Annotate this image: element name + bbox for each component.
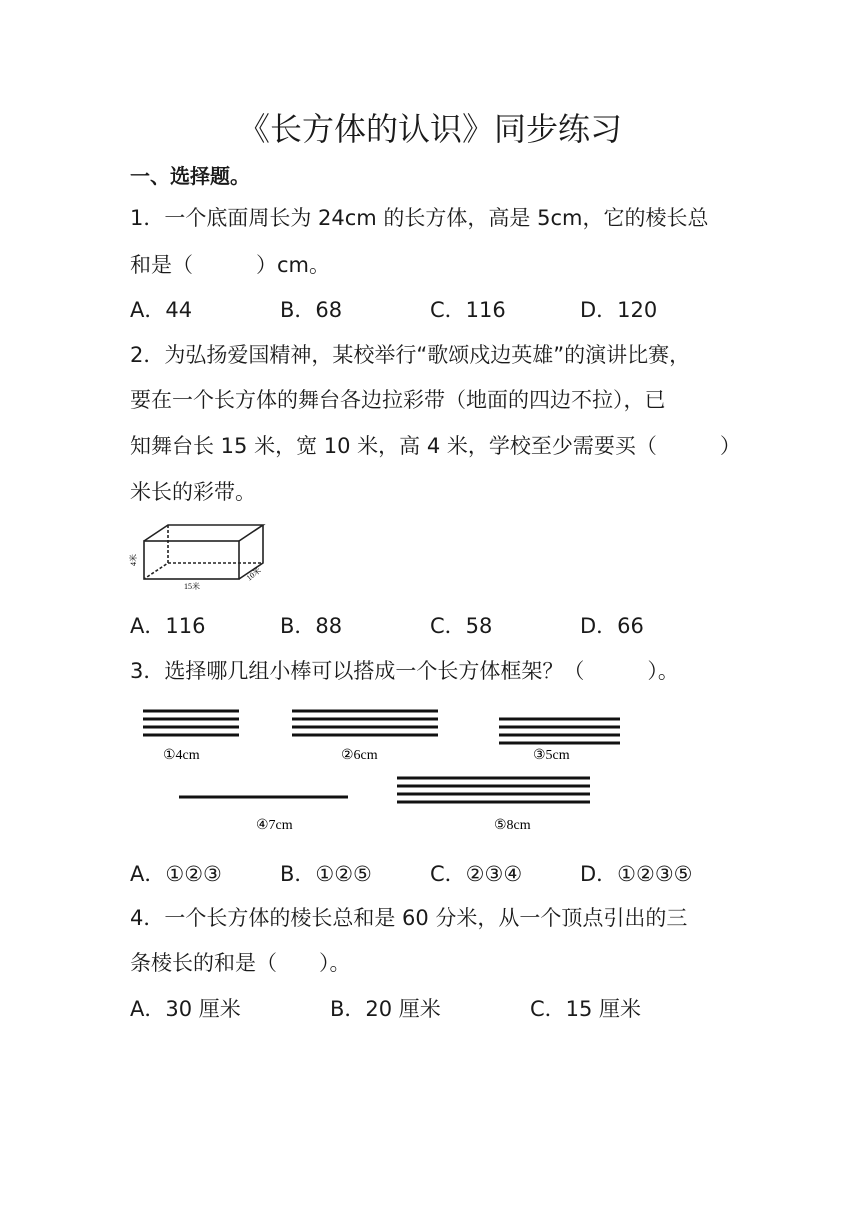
stick-label-4: ④7cm xyxy=(256,818,293,833)
section-heading: 一、选择题。 xyxy=(130,164,250,188)
q4-option-a[interactable]: A．30 厘米 xyxy=(130,997,241,1021)
q2-option-c[interactable]: C．58 xyxy=(430,614,493,638)
sticks-figure xyxy=(0,700,860,840)
stick-group-5 xyxy=(397,778,590,802)
q4-option-c[interactable]: C．15 厘米 xyxy=(530,997,642,1021)
q3-line-1: 3．选择哪几组小棒可以搭成一个长方体框架？（ ）。 xyxy=(130,659,679,683)
q2-option-d[interactable]: D．66 xyxy=(580,614,644,638)
stick-label-2: ②6cm xyxy=(341,748,378,763)
height-label: 4米 xyxy=(129,554,138,566)
q3-option-d[interactable]: D．①②③⑤ xyxy=(580,862,693,886)
stick-label-5: ⑤8cm xyxy=(494,818,531,833)
q2-option-a[interactable]: A．116 xyxy=(130,614,206,638)
page-title: 《长方体的认识》同步练习 xyxy=(237,110,622,148)
width-label: 10米 xyxy=(244,565,263,583)
q4-line-2: 条棱长的和是（ ）。 xyxy=(130,951,351,975)
q1-option-c[interactable]: C．116 xyxy=(430,298,506,322)
q1-option-d[interactable]: D．120 xyxy=(580,298,658,322)
q1-option-a[interactable]: A．44 xyxy=(130,298,193,322)
q4-line-1: 4．一个长方体的棱长总和是 60 分米，从一个顶点引出的三 xyxy=(130,906,688,930)
stick-group-3 xyxy=(499,719,620,743)
q2-line-4: 米长的彩带。 xyxy=(130,480,256,504)
stick-label-3: ③5cm xyxy=(533,748,570,763)
q3-option-a[interactable]: A．①②③ xyxy=(130,862,222,886)
length-label: 15米 xyxy=(184,582,200,591)
stick-group-1 xyxy=(143,711,239,735)
q4-option-b[interactable]: B．20 厘米 xyxy=(330,997,441,1021)
q2-line-2: 要在一个长方体的舞台各边拉彩带（地面的四边不拉），已 xyxy=(130,388,666,412)
cuboid-figure xyxy=(128,520,278,592)
q3-option-c[interactable]: C．②③④ xyxy=(430,862,523,886)
q1-line-1: 1．一个底面周长为 24cm 的长方体，高是 5cm，它的棱长总 xyxy=(130,206,709,230)
q2-option-b[interactable]: B．88 xyxy=(280,614,343,638)
stick-label-1: ①4cm xyxy=(163,748,200,763)
q3-option-b[interactable]: B．①②⑤ xyxy=(280,862,372,886)
stick-group-2 xyxy=(292,711,438,735)
q2-line-3: 知舞台长 15 米，宽 10 米，高 4 米，学校至少需要买（ ） xyxy=(130,434,741,458)
q2-line-1: 2．为弘扬爱国精神，某校举行“歌颂戍边英雄”的演讲比赛， xyxy=(130,343,691,367)
q1-option-b[interactable]: B．68 xyxy=(280,298,343,322)
q1-line-2: 和是（ ）cm。 xyxy=(130,253,331,277)
